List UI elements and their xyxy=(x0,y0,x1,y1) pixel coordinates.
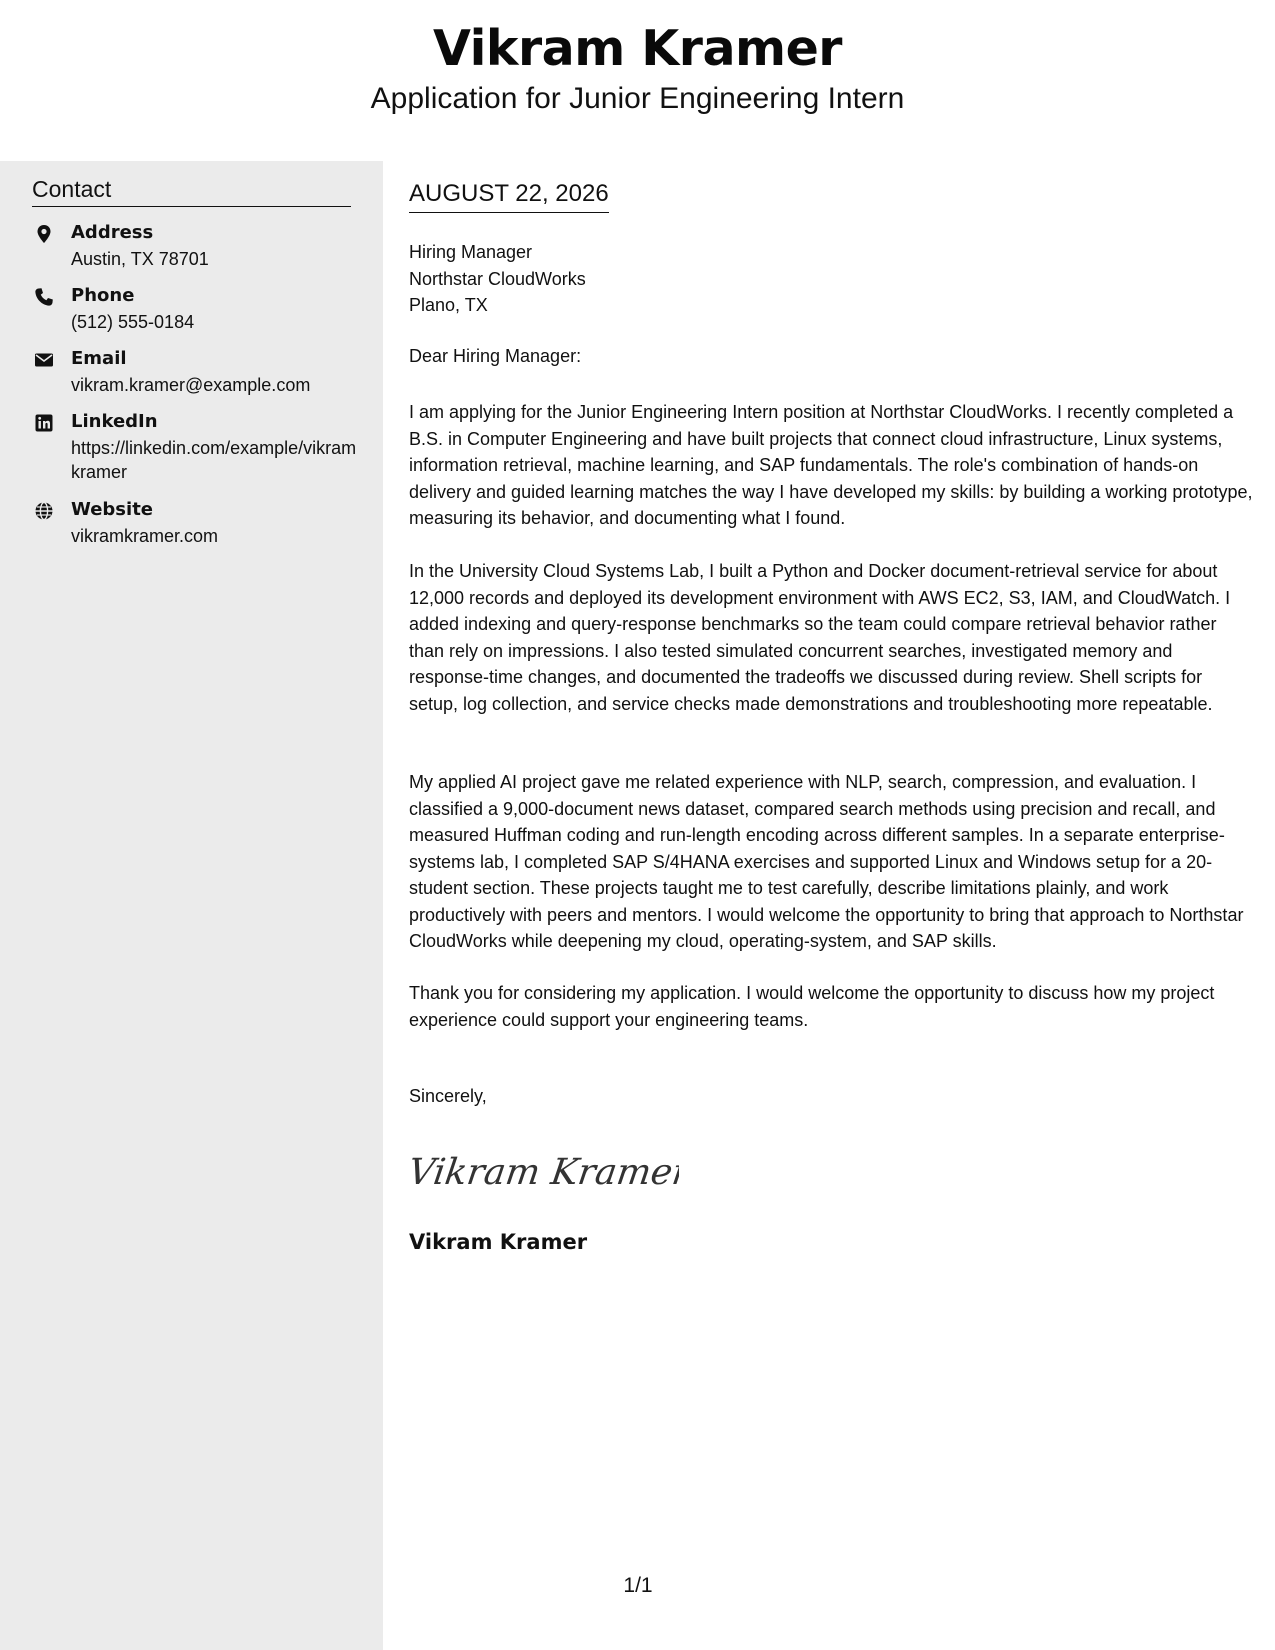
linkedin-value[interactable]: https://linkedin.com/example/vikramkramer xyxy=(71,438,357,482)
letter-paragraph: Thank you for considering my application. I would welcome the opportunity to discuss how my project experience could support your engineering teams. xyxy=(409,983,1215,1030)
application-role: Application for Junior Engineering Intern xyxy=(370,82,905,115)
recipient-company: Northstar CloudWorks xyxy=(409,268,586,289)
linkedin-label: LinkedIn xyxy=(71,411,158,432)
email-value[interactable]: vikram.kramer@example.com xyxy=(71,375,311,395)
website-label: Website xyxy=(71,499,154,520)
recipient-location: Plano, TX xyxy=(409,295,488,315)
letter-paragraph: I am applying for the Junior Engineering Intern position at Northstar CloudWorks. I recently completed a B.S. in Computer Engineering and have built projects that connect cloud infrastructure, Linux systems, information retrieval, machine learning, and SAP fundamentals. The role's combination of hands-on delivery and guided learning matches the way I have developed my skills: by building a working prototype, measuring its behavior, and documenting what I found. xyxy=(409,402,1253,528)
recipient-name: Hiring Manager xyxy=(409,242,533,262)
website-value[interactable]: vikramkramer.com xyxy=(71,526,219,546)
handwritten-signature xyxy=(409,1140,679,1205)
phone-icon xyxy=(34,287,54,307)
contact-heading: Contact xyxy=(32,176,351,207)
address-label: Address xyxy=(71,222,154,243)
closing: Sincerely, xyxy=(409,1086,487,1106)
recipient-block xyxy=(409,239,586,319)
applicant-name: Vikram Kramer xyxy=(433,20,842,77)
globe-icon xyxy=(34,501,54,521)
letter-date: AUGUST 22, 2026 xyxy=(409,180,609,213)
page-number: 1/1 xyxy=(623,1574,653,1597)
signature-text: Vikram Kramer xyxy=(409,1150,679,1193)
signed-name: Vikram Kramer xyxy=(409,1230,588,1254)
salutation: Dear Hiring Manager: xyxy=(409,346,582,366)
letter-paragraph: In the University Cloud Systems Lab, I built a Python and Docker document-retrieval service for about 12,000 records and deployed its development environment with AWS EC2, S3, IAM, and CloudWatch. I added indexing and query-response benchmarks so the team could compare retrieval behavior rather than rely on impressions. I also tested simulated concurrent searches, investigated memory and response-time changes, and documented the tradeoffs we discussed during review. Shell scripts for setup, log collection, and service checks made demonstrations and troubleshooting more repeatable. xyxy=(409,561,1231,714)
email-label: Email xyxy=(71,348,127,369)
phone-label: Phone xyxy=(71,285,135,306)
letter-paragraph: My applied AI project gave me related experience with NLP, search, compression, and evaluation. I classified a 9,000-document news dataset, compared search methods using precision and recall, and measured Huffman coding and run-length encoding across different samples. In a separate enterprise-systems lab, I completed SAP S/4HANA exercises and supported Linux and Windows setup for a 20-student section. These projects taught me to test carefully, describe limitations plainly, and work productively with peers and mentors. I would welcome the opportunity to bring that approach to Northstar CloudWorks while deepening my cloud, operating-system, and SAP skills. xyxy=(409,772,1244,951)
envelope-icon xyxy=(34,350,54,370)
phone-value: (512) 555-0184 xyxy=(71,312,195,332)
linkedin-icon xyxy=(34,413,54,433)
address-value: Austin, TX 78701 xyxy=(71,249,209,269)
map-pin-icon xyxy=(34,224,54,244)
